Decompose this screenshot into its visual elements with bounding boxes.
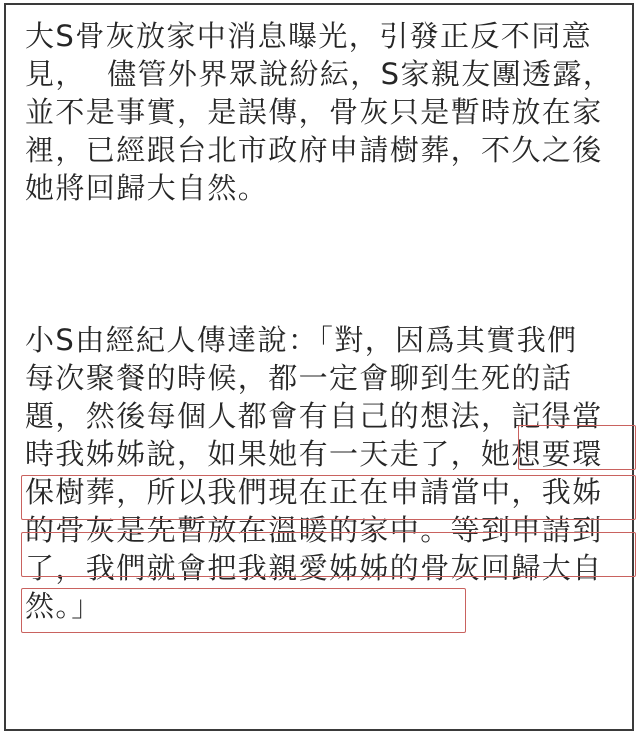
highlight-box (21, 588, 466, 633)
text-line: 了，我們就會把我親愛姊姊的骨灰回歸大自 (25, 551, 603, 585)
text-line: 裡，已經跟台北市政府申請樹葬，不久之後 (25, 133, 603, 167)
text-line: 並不是事實，是誤傳，骨灰只是暫時放在家 (25, 95, 603, 129)
text-line: 時我姊姊說，如果她有一天走了，她想要環 (25, 437, 603, 471)
text-line: 題，然後每個人都會有自己的想法，記得當 (25, 399, 603, 433)
text-line: 見， 儘管外界眾說紛紜，S家親友團透露， (25, 57, 614, 91)
article-frame (4, 3, 634, 731)
text-line: 大S骨灰放家中消息曝光，引發正反不同意 (25, 19, 593, 53)
text-line: 的骨灰是先暫放在溫暖的家中。等到申請到 (25, 513, 603, 547)
paragraph-1 (25, 17, 613, 207)
text-line: 每次聚餐的時候，都一定會聊到生死的話 (25, 361, 573, 395)
text-line: 然。」 (25, 589, 102, 623)
paragraph-2 (25, 321, 603, 625)
text-line: 保樹葬，所以我們現在正在申請當中，我姊 (25, 475, 603, 509)
highlight-box (518, 425, 636, 470)
text-line: 她將回歸大自然。 (25, 171, 269, 205)
highlight-box (21, 475, 636, 520)
text-line: 小S由經紀人傳達說：「對，因爲其實我們 (25, 323, 578, 357)
highlight-box (21, 532, 636, 577)
